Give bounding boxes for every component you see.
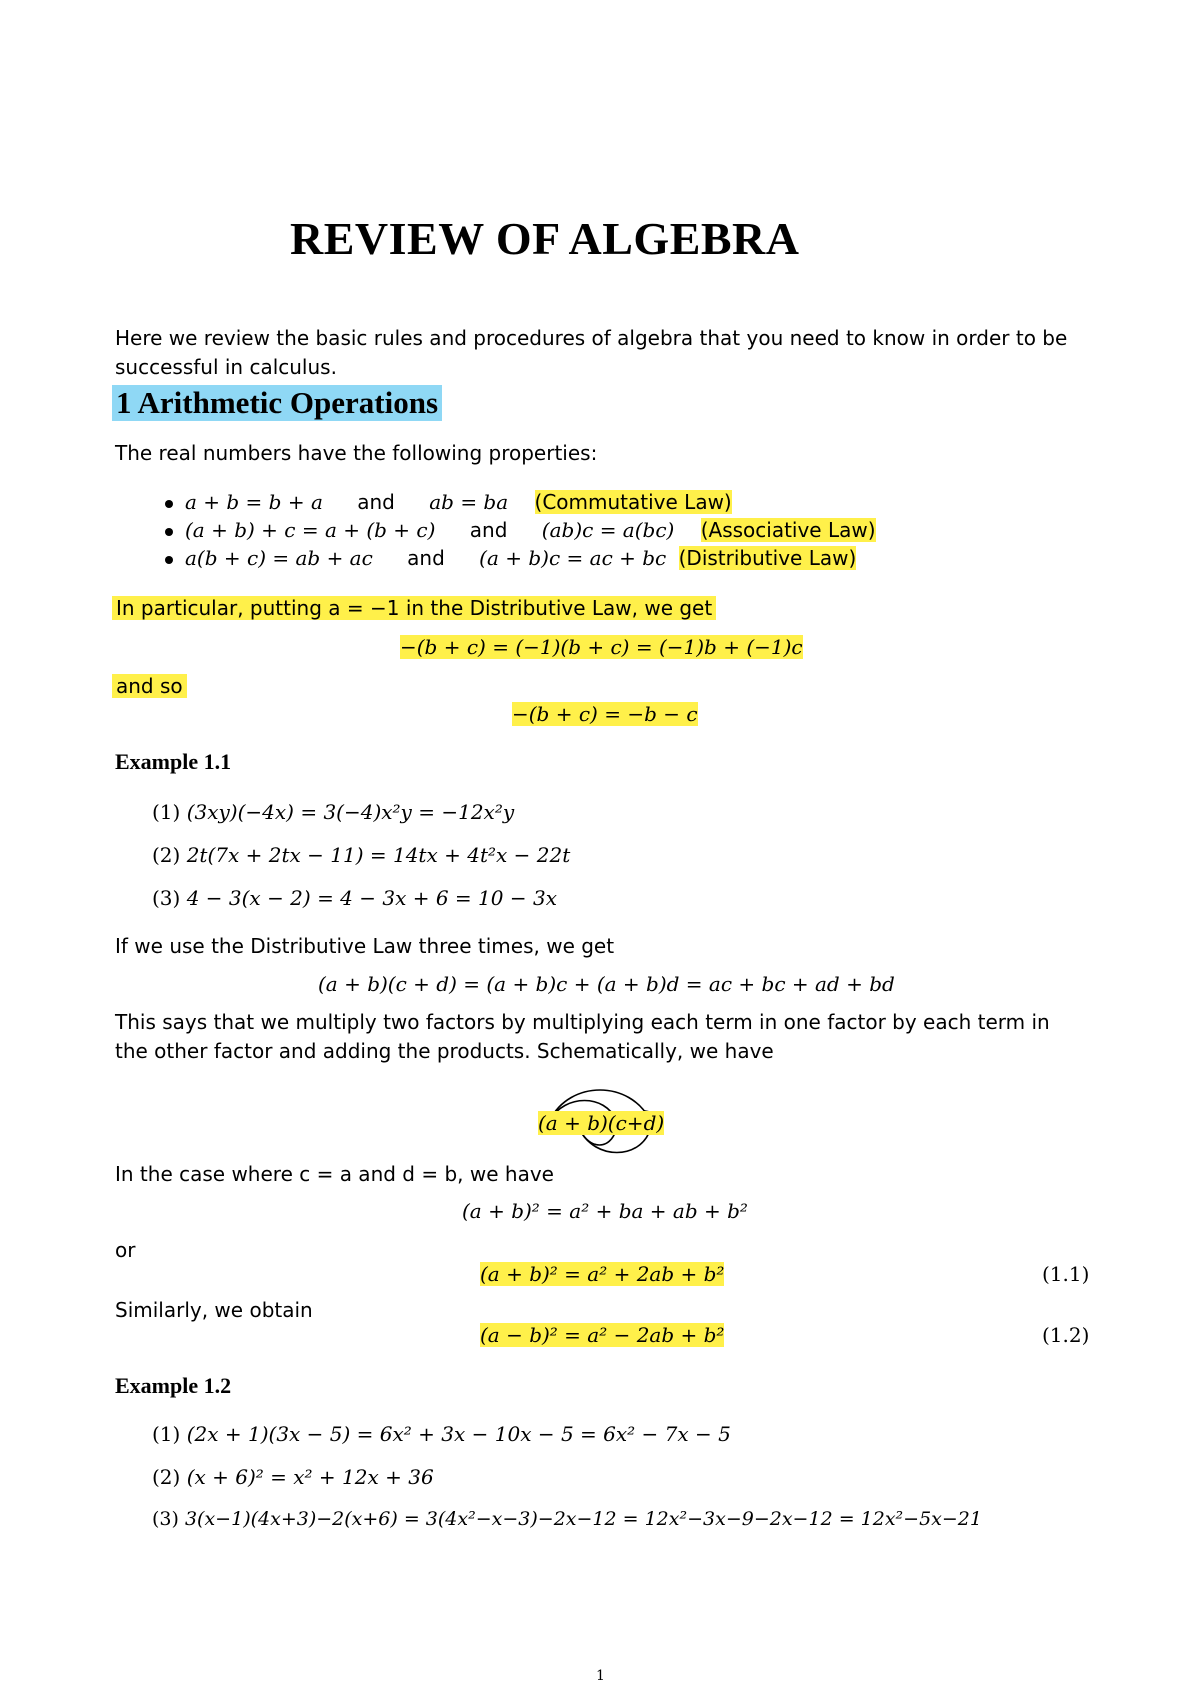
intro-line-2: successful in calculus. [115, 355, 337, 379]
example-item: (1) (3xy)(−4x) = 3(−4)x²y = −12x²y [152, 800, 515, 824]
example-item: (1) (2x + 1)(3x − 5) = 6x² + 3x − 10x − 5 = 6x² − 7x − 5 [152, 1422, 731, 1446]
properties-intro: The real numbers have the following properties: [115, 441, 598, 465]
example-item: (2) (x + 6)² = x² + 12x + 36 [152, 1465, 434, 1489]
property-item: (a + b) + c = a + (b + c) and (ab)c = a(bc) (Associative Law) [165, 518, 876, 542]
equation-1-1: (a + b)² = a² + 2ab + b² [480, 1262, 725, 1286]
example-item: (3) 4 − 3(x − 2) = 4 − 3x + 6 = 10 − 3x [152, 886, 557, 910]
or-text: or [115, 1238, 136, 1262]
case-text: In the case where c = a and d = b, we have [115, 1162, 554, 1186]
law-label: (Commutative Law) [534, 490, 732, 514]
section-heading: 1 Arithmetic Operations [112, 385, 442, 421]
equation-number: (1.2) [1042, 1323, 1090, 1347]
bullet-icon [165, 500, 173, 508]
says-line-2: the other factor and adding the products. Schematically, we have [115, 1039, 774, 1063]
bullet-icon [165, 528, 173, 536]
example-heading: Example 1.2 [115, 1373, 232, 1398]
equation-neg-1: −(b + c) = (−1)(b + c) = (−1)b + (−1)c [400, 635, 803, 659]
schematic-expression: (a + b)(c+d) [538, 1111, 665, 1135]
similarly-text: Similarly, we obtain [115, 1298, 313, 1322]
bullet-icon [165, 556, 173, 564]
example-heading: Example 1.1 [115, 749, 232, 774]
and-so-text: and so [112, 674, 187, 698]
distrib-three-text: If we use the Distributive Law three times, we get [115, 934, 615, 958]
property-item: a(b + c) = ab + ac and (a + b)c = ac + bc (Distributive Law) [165, 546, 856, 570]
page-number: 1 [596, 1668, 605, 1684]
law-label: (Associative Law) [700, 518, 876, 542]
equation-neg-2: −(b + c) = −b − c [512, 702, 698, 726]
equation-square-expand: (a + b)² = a² + ba + ab + b² [462, 1199, 748, 1223]
property-item: a + b = b + a and ab = ba (Commutative Law) [165, 490, 732, 514]
law-label: (Distributive Law) [678, 546, 857, 570]
intro-line-1: Here we review the basic rules and procedures of algebra that you need to know in order to be [115, 326, 1068, 350]
example-item: (2) 2t(7x + 2tx − 11) = 14tx + 4t²x − 22t [152, 843, 571, 867]
particular-text: In particular, putting a = −1 in the Distributive Law, we get [112, 596, 716, 620]
page-title: REVIEW OF ALGEBRA [290, 213, 800, 264]
equation-number: (1.1) [1042, 1262, 1090, 1286]
equation-1-2: (a − b)² = a² − 2ab + b² [480, 1323, 725, 1347]
example-item: (3) 3(x−1)(4x+3)−2(x+6) = 3(4x²−x−3)−2x−12 = 12x²−3x−9−2x−12 = 12x²−5x−21 [152, 1508, 982, 1530]
equation-foil: (a + b)(c + d) = (a + b)c + (a + b)d = ac + bc + ad + bd [318, 972, 895, 996]
says-line-1: This says that we multiply two factors by multiplying each term in one factor by each term in [115, 1010, 1050, 1034]
